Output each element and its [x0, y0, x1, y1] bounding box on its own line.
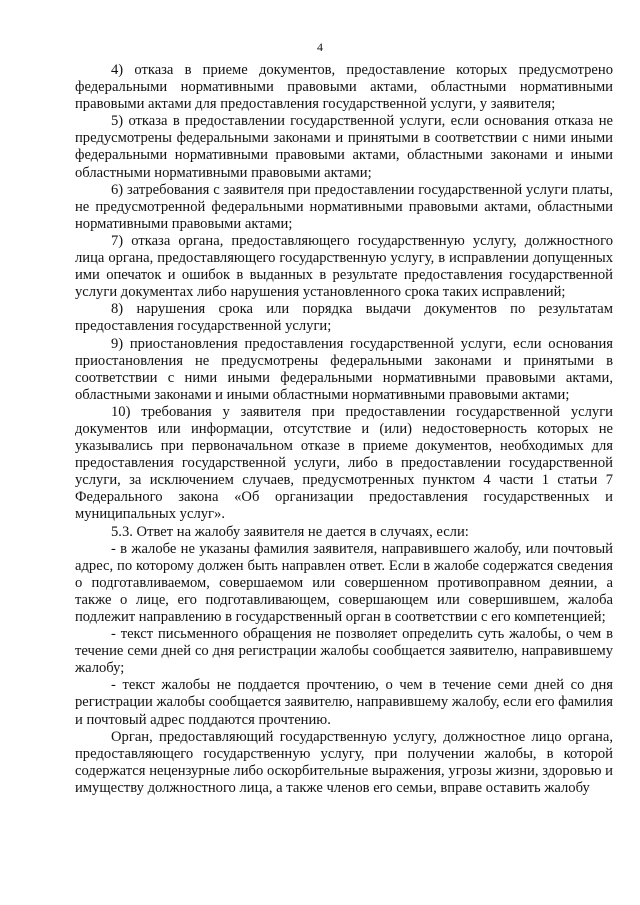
- paragraph-undeterminable-text: - текст письменного обращения не позволяет определить суть жалобы, о чем в течение семи дней со дня регистрации жалобы сообщается заявителю, направившему жалобу;: [75, 626, 613, 677]
- section-5-3-heading: 5.3. Ответ на жалобу заявителя не дается в случаях, если:: [111, 523, 469, 540]
- paragraph-unreadable-text: - текст жалобы не поддается прочтению, о чем в течение семи дней со дня регистрации жалобы сообщается заявителю, направившему жалобу, если его фамилия и почтовый адрес поддаются прочтению.: [75, 677, 614, 728]
- paragraph-item-9: 9) приостановления предоставления государственной услуги, если основания приостановления не предусмотрены федеральными законами и принятыми в соответствии с ними иными федеральными нормативными правовыми актами, областными законами и иными областными нормативными правовыми актами;: [75, 335, 613, 403]
- page-number: 4: [317, 40, 323, 54]
- paragraph-item-7: 7) отказа органа, предоставляющего государственную услугу, должностного лица органа, предоставляющего государственную услугу, в исправлении допущенных ими опечаток и ошибок в выданных в результате предоставления государственной услуги документах либо нарушения установленного срока таких исправлений;: [75, 232, 613, 301]
- paragraph-no-name-or-address: - в жалобе не указаны фамилия заявителя, направившего жалобу, или почтовый адрес, по которому должен быть направлен ответ. Если в жалобе содержатся сведения о подготавливаемом, совершаемом или совершенном противоправном деянии, а также о лице, его подготавливающем, совершающем или совершившем, жалоба подлежит направлению в государственный орган в соответствии с его компетенцией;: [75, 540, 613, 625]
- paragraph-item-4: 4) отказа в приеме документов, предоставление которых предусмотрено федеральными нормативными правовыми актами, областными нормативными правовыми актами для предоставления государственной услуги, у заявителя;: [75, 62, 613, 113]
- paragraph-item-10: 10) требования у заявителя при предоставлении государственной услуги документов или информации, отсутствие и (или) недостоверность которых не указывались при первоначальном отказе в приеме документов, необходимых для предоставления государственной услуги, либо в предоставлении государственной услуги, за исключением случаев, предусмотренных пунктом 4 части 1 статьи 7 Федерального закона «Об организации предоставления государственных и муниципальных услуг».: [75, 403, 613, 523]
- document-body: [75, 62, 613, 797]
- paragraph-item-6: 6) затребования с заявителя при предоставлении государственной услуги платы, не предусмотренной федеральными нормативными правовыми актами, областными нормативными правовыми актами;: [75, 181, 613, 232]
- paragraph-offensive-complaint: Орган, предоставляющий государственную услугу, должностное лицо органа, предоставляющего государственную услугу, при получении жалобы, в которой содержатся нецензурные либо оскорбительные выражения, угрозы жизни, здоровью и имуществу должностного лица, а также членов его семьи, вправе оставить жалобу: [75, 728, 613, 796]
- paragraph-item-5: 5) отказа в предоставлении государственной услуги, если основания отказа не предусмотрены федеральными законами и принятыми в соответствии с ними иными федеральными нормативными правовыми актами, областными законами и иными областными нормативными правовыми актами;: [75, 113, 613, 181]
- paragraph-item-8: 8) нарушения срока или порядка выдачи документов по результатам предоставления государственной услуги;: [75, 301, 613, 335]
